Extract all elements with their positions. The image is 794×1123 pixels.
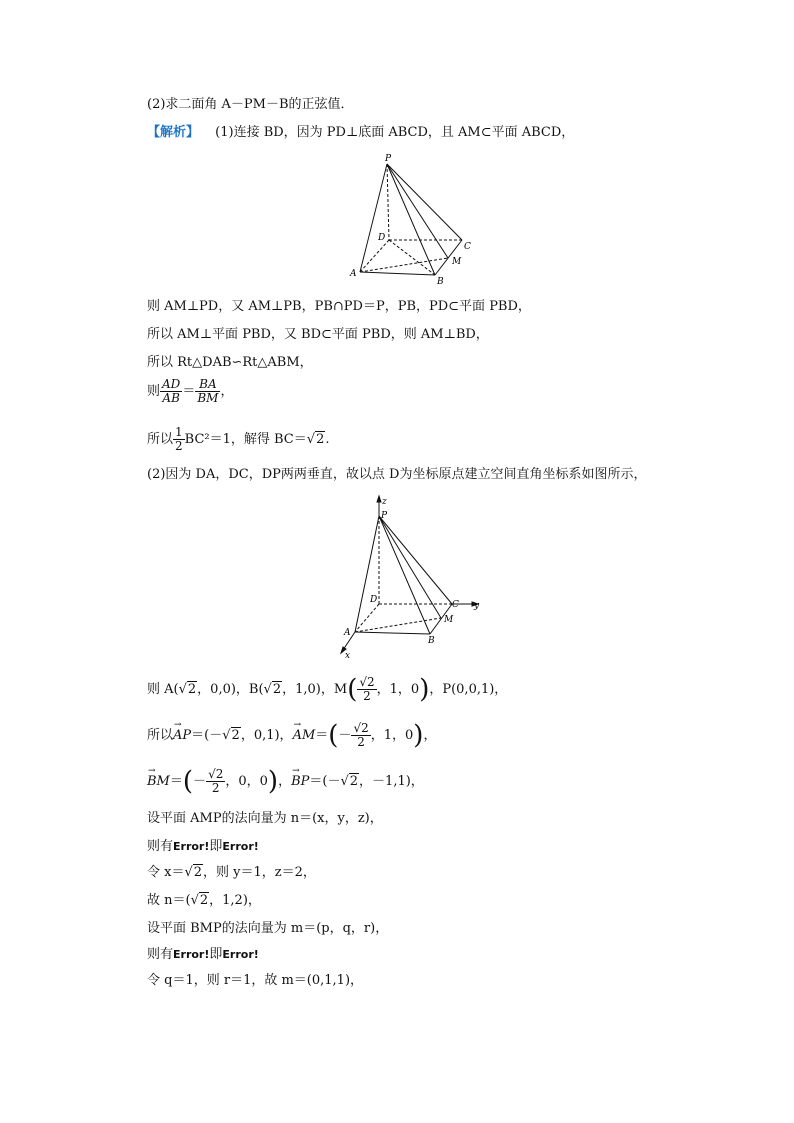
label-C: C bbox=[464, 242, 471, 252]
label-C: C bbox=[452, 600, 459, 610]
text-line: 令 q＝1，则 r＝1，故 m＝(0,1,1)， bbox=[147, 973, 364, 988]
text-line: 所以 Rt△DAB∽Rt△ABM， bbox=[147, 355, 313, 370]
text-span: 则 bbox=[147, 384, 161, 399]
text-span: ， bbox=[220, 384, 234, 399]
label-P: P bbox=[385, 154, 392, 164]
text-line: 则有Error!即Error! bbox=[147, 947, 259, 962]
label-B: B bbox=[437, 277, 444, 287]
text-line bbox=[147, 378, 233, 405]
text-line: (2)求二面角 A－PM－B的正弦值． bbox=[147, 97, 354, 112]
text-line: → BM＝(－ $\frac{√2}{2}$ ，0，0)，→ BP＝(－√2，－1,1)， bbox=[147, 762, 424, 802]
label-A: A bbox=[344, 628, 351, 638]
text-line: 故 n＝(√2，1,2)， bbox=[147, 893, 261, 908]
text-span: (1)连接 BD，因为 PD⊥底面 ABCD，且 AM⊂平面 ABCD， bbox=[215, 125, 575, 140]
text-line: (2)因为 DA，DC，DP两两垂直，故以点 D为坐标原点建立空间直角坐标系如图所示， bbox=[147, 467, 647, 482]
text-line: 令 x＝√2，则 y＝1，z＝2， bbox=[147, 865, 316, 880]
text-line: 设平面 AMP的法向量为 n＝(x，y，z)， bbox=[147, 811, 383, 826]
pyramid-figure-1 bbox=[345, 152, 475, 287]
pyramid-figure-2 bbox=[335, 494, 485, 662]
label-M: M bbox=[444, 615, 454, 625]
text-span: BC²＝1，解得 BC＝ bbox=[184, 432, 307, 447]
text-span: ＝ bbox=[182, 384, 196, 399]
label-B: B bbox=[428, 636, 435, 646]
analysis-tag: 【解析】 bbox=[147, 125, 200, 140]
text-line: 所以→ AP＝(－√2，0,1)，→ AM＝(－ $\frac{√2}{2}$ ，1，0)， bbox=[147, 716, 436, 756]
text-line bbox=[147, 426, 329, 453]
text-line: 设平面 BMP的法向量为 m＝(p，q，r)， bbox=[147, 921, 389, 936]
label-M: M bbox=[452, 257, 462, 267]
label-A: A bbox=[350, 269, 357, 279]
text-span: . bbox=[325, 432, 330, 447]
text-line: 所以 AM⊥平面 PBD，又 BD⊂平面 PBD，则 AM⊥BD， bbox=[147, 327, 489, 342]
label-P: P bbox=[381, 511, 388, 521]
label-D: D bbox=[370, 595, 378, 605]
text-line: 则 AM⊥PD，又 AM⊥PB，PB∩PD＝P，PB，PD⊂平面 PBD， bbox=[147, 299, 531, 314]
text-span: 所以 bbox=[147, 432, 174, 447]
text-line bbox=[147, 124, 574, 142]
fraction: $\frac{BA}{BM}$ bbox=[197, 377, 219, 405]
fraction: $\frac{AD}{AB}$ bbox=[162, 377, 181, 405]
label-D: D bbox=[378, 233, 386, 243]
label-z: z bbox=[382, 497, 387, 507]
text-line: 则 A(√2，0,0)，B(√2，1,0)，M( $\frac{√2}{2}$ ，1，0)，P(0,0,1)， bbox=[147, 674, 508, 705]
sqrt: √2 bbox=[306, 432, 325, 447]
fraction: $\frac{1}{2}$ bbox=[175, 425, 183, 453]
text-line: 则有Error!即Error! bbox=[147, 839, 259, 854]
label-x: x bbox=[345, 651, 351, 661]
label-y: y bbox=[474, 601, 480, 611]
